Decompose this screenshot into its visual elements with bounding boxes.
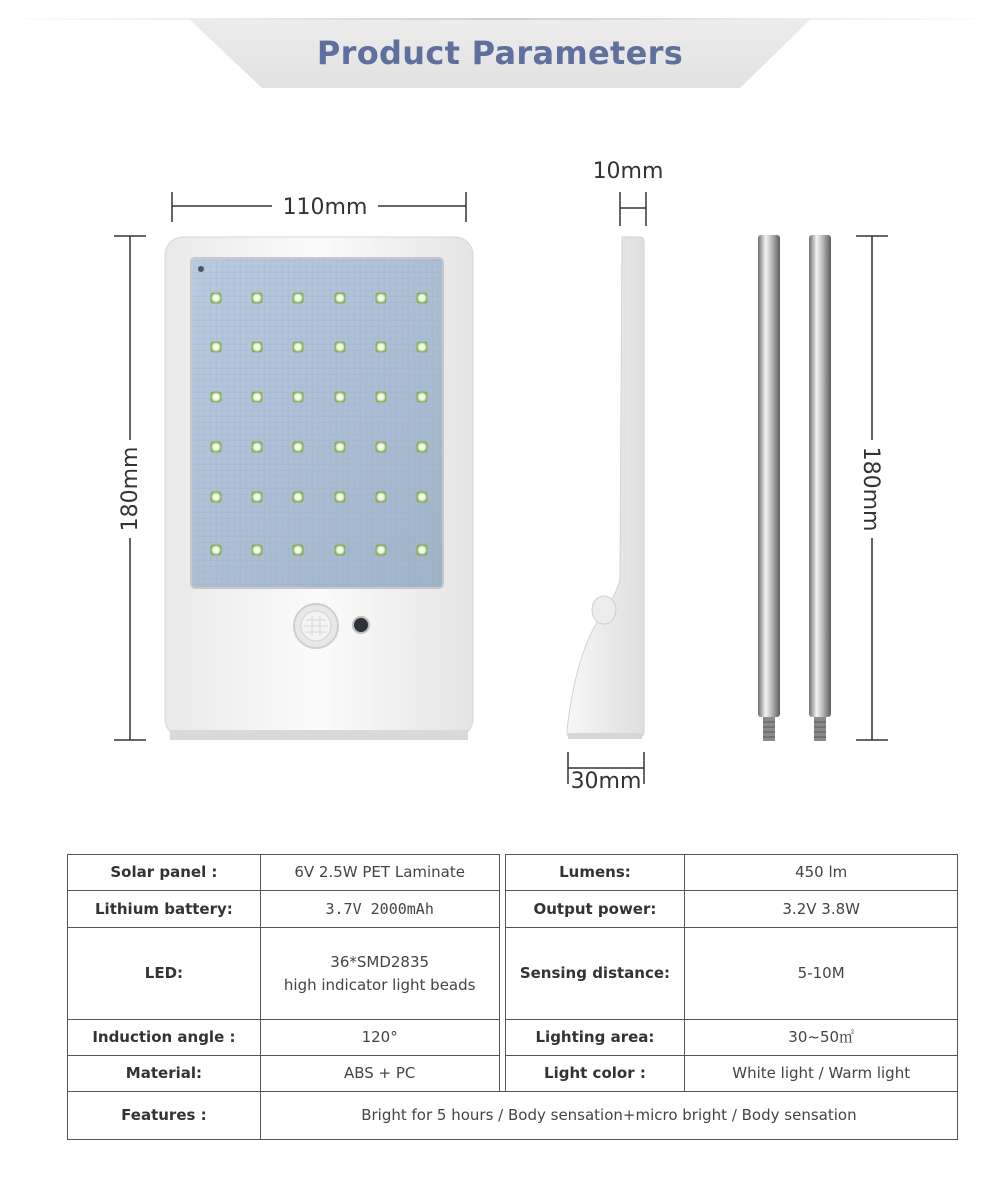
spec-key: Lighting area:	[505, 1020, 685, 1056]
led-dot-icon	[417, 545, 427, 555]
spec-value: 3.2V 3.8W	[685, 891, 958, 928]
led-dot-icon	[211, 442, 221, 452]
thickness-label: 10mm	[592, 159, 664, 184]
spec-value: 6V 2.5W PET Laminate	[260, 855, 499, 891]
header-banner	[0, 0, 1000, 120]
spec-key: LED:	[68, 928, 261, 1020]
led-dot-icon	[376, 293, 386, 303]
spec-value: ABS + PC	[260, 1056, 499, 1092]
led-dot-icon	[211, 342, 221, 352]
spec-value: 450 lm	[685, 855, 958, 891]
spec-key: Lumens:	[505, 855, 685, 891]
front-height-label: 180mm	[118, 446, 143, 532]
spec-key: Lithium battery:	[68, 891, 261, 928]
led-dot-icon	[252, 492, 262, 502]
led-dot-icon	[211, 392, 221, 402]
spec-value: White light / Warm light	[685, 1056, 958, 1092]
led-dot-icon	[376, 442, 386, 452]
led-dot-icon	[335, 342, 345, 352]
lamp-front-view	[165, 237, 473, 740]
lamp-side-view	[567, 237, 644, 739]
rod-height-dimension	[856, 236, 888, 740]
width-label: 110mm	[282, 195, 368, 220]
spec-key: Material:	[68, 1056, 261, 1092]
base-depth-label: 30mm	[570, 769, 642, 794]
rod-height-label: 180mm	[858, 446, 883, 532]
led-dot-icon	[376, 342, 386, 352]
width-dimension	[172, 192, 466, 222]
spec-value	[260, 928, 499, 1020]
spec-value: 120°	[260, 1020, 499, 1056]
led-dot-icon	[376, 392, 386, 402]
spec-key: Light color :	[505, 1056, 685, 1092]
led-dot-icon	[252, 342, 262, 352]
thickness-dimension	[593, 159, 664, 226]
table-row	[68, 928, 958, 1020]
spec-table	[67, 854, 958, 1140]
led-dot-icon	[417, 342, 427, 352]
spec-key: Induction angle :	[68, 1020, 261, 1056]
led-dot-icon	[211, 545, 221, 555]
table-row	[68, 891, 958, 928]
table-row	[68, 855, 958, 891]
led-dot-icon	[293, 293, 303, 303]
spec-key: Sensing distance:	[505, 928, 685, 1020]
led-dot-icon	[293, 342, 303, 352]
spec-key: Output power:	[505, 891, 685, 928]
spec-value: 30~50㎡	[685, 1020, 958, 1056]
led-dot-icon	[376, 492, 386, 502]
front-height-dimension	[114, 236, 146, 740]
led-dot-icon	[335, 392, 345, 402]
mounting-rods	[758, 235, 831, 741]
led-dot-icon	[335, 442, 345, 452]
led-dot-icon	[417, 442, 427, 452]
page-title: Product Parameters	[316, 34, 684, 72]
spec-value-line: high indicator light beads	[283, 975, 476, 994]
table-row	[68, 1092, 958, 1140]
led-dot-icon	[252, 293, 262, 303]
light-sensor-icon	[353, 617, 369, 633]
led-dot-icon	[417, 392, 427, 402]
led-dot-icon	[252, 442, 262, 452]
mounting-rod-icon	[758, 235, 780, 717]
base-depth-dimension	[568, 752, 644, 794]
table-row	[68, 1020, 958, 1056]
led-dot-icon	[211, 492, 221, 502]
led-dot-icon	[293, 392, 303, 402]
led-dot-icon	[293, 545, 303, 555]
led-dot-icon	[293, 442, 303, 452]
product-figure	[0, 140, 1000, 820]
spec-value: 5-10M	[685, 928, 958, 1020]
led-dot-icon	[335, 545, 345, 555]
led-dot-icon	[211, 293, 221, 303]
table-row	[68, 1056, 958, 1092]
led-dot-icon	[252, 392, 262, 402]
led-dot-icon	[252, 545, 262, 555]
led-dot-icon	[293, 492, 303, 502]
spec-value: Bright for 5 hours / Body sensation+micro bright / Body sensation	[260, 1092, 957, 1140]
spec-value: 3.7V 2000mAh	[260, 891, 499, 928]
spec-value-line: 36*SMD2835	[330, 952, 430, 971]
led-dot-icon	[335, 492, 345, 502]
led-dot-icon	[417, 293, 427, 303]
spec-key: Features :	[68, 1092, 261, 1140]
product-dimension-drawing	[0, 140, 1000, 820]
led-dot-icon	[376, 545, 386, 555]
led-dot-icon	[335, 293, 345, 303]
mounting-rod-icon	[809, 235, 831, 717]
led-dot-icon	[417, 492, 427, 502]
spec-key: Solar panel :	[68, 855, 261, 891]
